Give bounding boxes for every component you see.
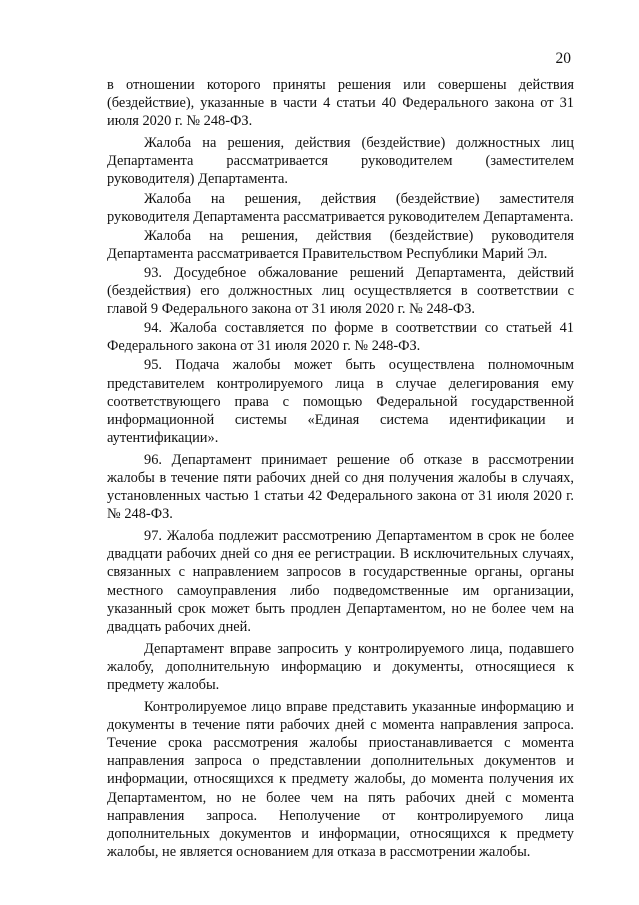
paragraph-item-97: 97. Жалоба подлежит рассмотрению Департаментом в срок не более двадцати рабочих дней со дня ее регистрации. В исключительных случаях, связанных с направлением запросов в государственные органы, органы местного самоуправления либо подведомственные им организации, указанный срок может быть продлен Департаментом, но не более чем на двадцать рабочих дней. bbox=[107, 528, 574, 635]
paragraph-item-95: 95. Подача жалобы может быть осуществлена полномочным представителем контролируемого лица в случае делегирования ему соответствующего права с помощью Федеральной государственной информационной системы «Единая система идентификации и аутентификации». bbox=[107, 357, 574, 446]
document-body bbox=[107, 76, 574, 861]
paragraph-complaint-officials: Жалоба на решения, действия (бездействие) должностных лиц Департамента рассматривается руководителем (заместителем руководителя) Департамента. bbox=[107, 135, 574, 188]
paragraph-complaint-head: Жалоба на решения, действия (бездействие) руководителя Департамента рассматривается Правительством Республики Марий Эл. bbox=[107, 227, 574, 262]
paragraph-continuation: в отношении которого приняты решения или совершены действия (бездействие), указанные в части 4 статьи 40 Федерального закона от 31 июля 2020 г. № 248-ФЗ. bbox=[107, 77, 574, 130]
paragraph-request-info: Департамент вправе запросить у контролируемого лица, подавшего жалобу, дополнительную информацию и документы, относящиеся к предмету жалобы. bbox=[107, 640, 574, 693]
paragraph-item-96: 96. Департамент принимает решение об отказе в рассмотрении жалобы в течение пяти рабочих дней со дня получения жалобы в случаях, установленных частью 1 статьи 42 Федерального закона от 31 июля 2020 г. № 248-ФЗ. bbox=[107, 451, 574, 523]
paragraph-item-94: 94. Жалоба составляется по форме в соответствии со статьей 41 Федерального закона от 31 июля 2020 г. № 248-ФЗ. bbox=[107, 320, 574, 355]
paragraph-item-93: 93. Досудебное обжалование решений Департамента, действий (бездействия) его должностных лиц осуществляется в соответствии с главой 9 Федерального закона от 31 июля 2020 г. № 248-ФЗ. bbox=[107, 264, 574, 318]
page-number: 20 bbox=[555, 50, 571, 67]
paragraph-provide-info: Контролируемое лицо вправе представить указанные информацию и документы в течение пяти рабочих дней с момента направления запроса. Течение срока рассмотрения жалобы приостанавливается с момента направления запроса о представлении дополнительных документов и информации, относящихся к предмету жалобы, до момента получения их Департаментом, но не более чем на пять рабочих дней с момента направления запроса. Неполучение от контролируемого лица дополнительных документов и информации, относящихся к предмету жалобы, не является основанием для отказа в рассмотрении жалобы. bbox=[107, 699, 574, 860]
paragraph-complaint-deputy: Жалоба на решения, действия (бездействие) заместителя руководителя Департамента рассматривается руководителем Департамента. bbox=[107, 190, 574, 225]
